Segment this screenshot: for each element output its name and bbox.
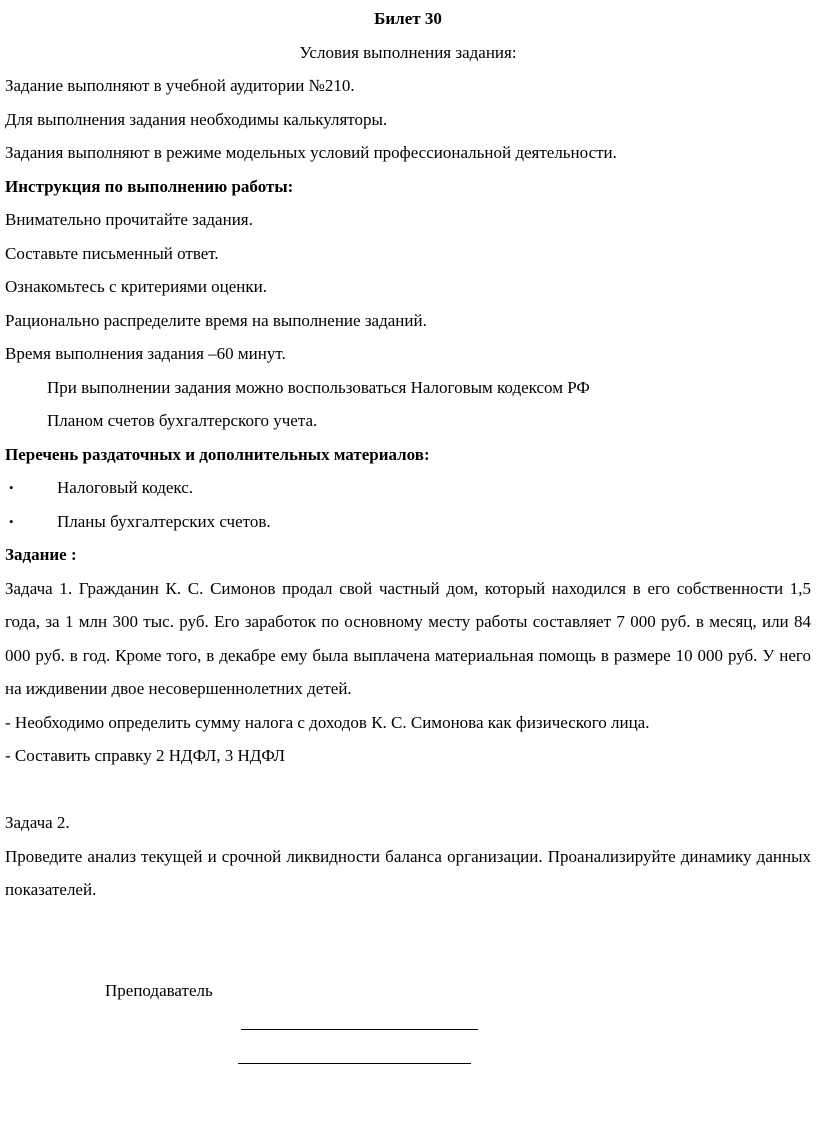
instruction-line: Ознакомьтесь с критериями оценки.	[5, 277, 268, 296]
instruction-line: Время выполнения задания –60 минут.	[5, 344, 286, 363]
blank-line	[5, 907, 811, 974]
instruction-line: Составьте письменный ответ.	[5, 243, 219, 263]
task2-heading: Задача 2.	[5, 813, 70, 832]
list-item-label: Налоговый кодекс.	[57, 478, 194, 497]
condition-line: Для выполнения задания необходимы калькуляторы.	[5, 109, 388, 129]
task2-paragraph: Проведите анализ текущей и срочной ликвидности баланса организации. Проанализируйте динамику данных показателей.	[5, 846, 811, 899]
task1-paragraph: Задача 1. Гражданин К. С. Симонов продал свой частный дом, который находился в его собственности 1,5 года, за 1 млн 300 тыс. руб. Его заработок по основному месту работы составляет 7 000 руб. в месяц, или 84 000 руб. в год. Кроме того, в декабре ему была выплачена материальная помощь в размере 10 000 руб. У него на иждивении двое несовершеннолетних детей.	[5, 578, 811, 698]
instruction-line: Рационально распределите время на выполнение заданий.	[5, 310, 427, 330]
signature-line	[241, 1007, 478, 1030]
signature-block	[5, 974, 811, 1065]
materials-heading: Перечень раздаточных и дополнительных материалов:	[5, 444, 430, 464]
page-subtitle: Условия выполнения задания:	[299, 42, 517, 62]
condition-line: Задание выполняют в учебной аудитории №210.	[5, 76, 355, 95]
allowed-aid-line: Планом счетов бухгалтерского учета.	[47, 411, 318, 430]
bullet-icon: •	[9, 513, 14, 529]
page-title: Билет 30	[374, 9, 442, 28]
bullet-icon: •	[9, 480, 14, 495]
blank-line	[5, 773, 811, 807]
list-item	[5, 505, 811, 539]
list-item-label: Планы бухгалтерских счетов.	[57, 511, 271, 531]
task1-requirement: - Необходимо определить сумму налога с доходов К. С. Симонова как физического лица.	[5, 712, 650, 732]
task-heading: Задание :	[5, 545, 77, 564]
instructions-heading: Инструкция по выполнению работы:	[5, 176, 294, 196]
list-item	[5, 471, 811, 505]
task1-requirement: - Составить справку 2 НДФЛ, 3 НДФЛ	[5, 746, 286, 765]
condition-line: Задания выполняют в режиме модельных условий профессиональной деятельности.	[5, 143, 617, 162]
allowed-aid-line: При выполнении задания можно воспользоваться Налоговым кодексом РФ	[47, 377, 590, 397]
signature-label: Преподаватель	[105, 980, 213, 1000]
instruction-line: Внимательно прочитайте задания.	[5, 210, 253, 229]
signature-line	[238, 1030, 471, 1064]
